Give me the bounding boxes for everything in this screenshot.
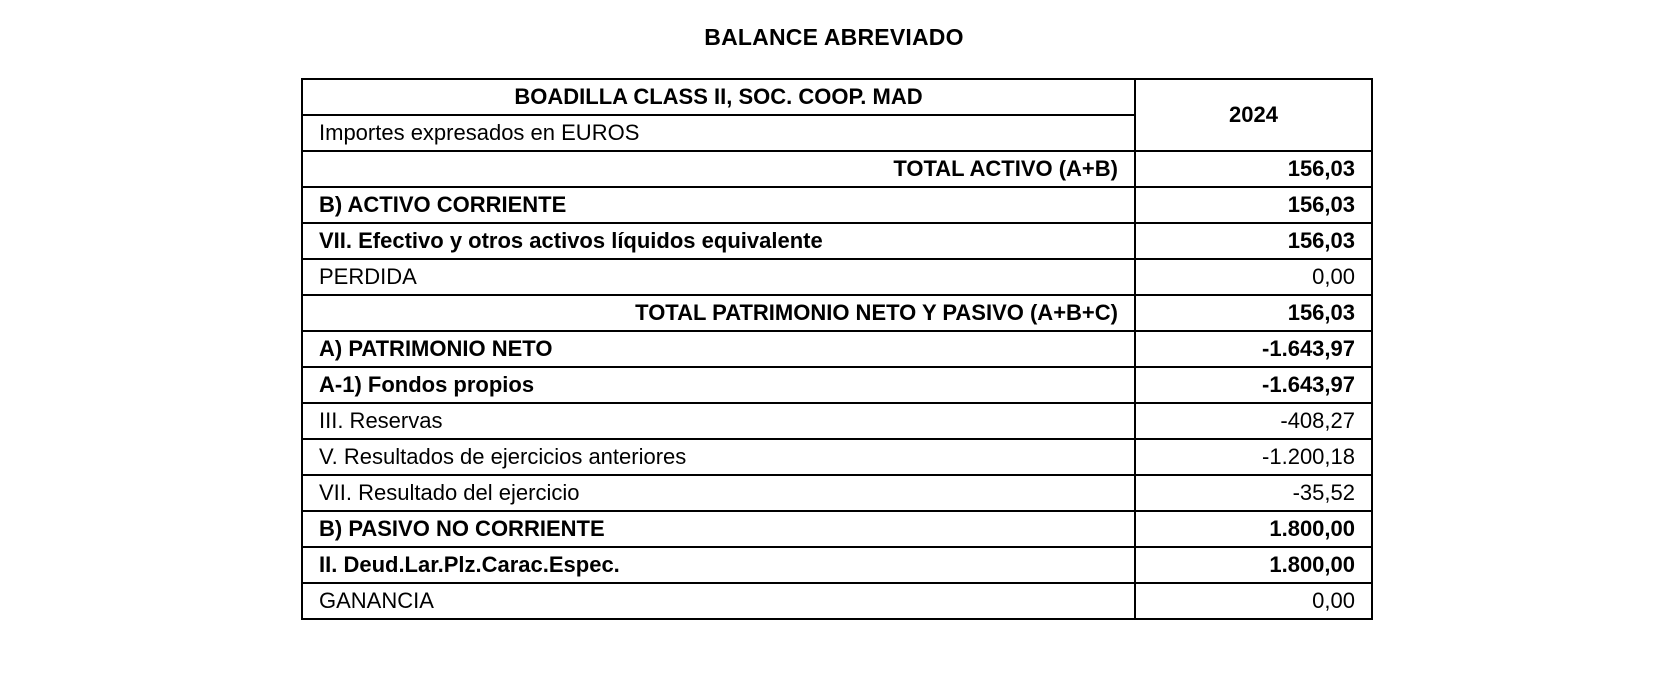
page-title: BALANCE ABREVIADO — [704, 24, 964, 50]
table-row — [302, 511, 1372, 547]
row-value: 156,03 — [1135, 295, 1372, 331]
row-value: 156,03 — [1135, 187, 1372, 223]
company-name: BOADILLA CLASS II, SOC. COOP. MAD — [302, 79, 1135, 115]
table-row — [302, 187, 1372, 223]
table-row — [302, 475, 1372, 511]
row-value: 156,03 — [1135, 151, 1372, 187]
balance-table — [301, 78, 1373, 620]
row-label: V. Resultados de ejercicios anteriores — [302, 439, 1135, 475]
row-label: B) ACTIVO CORRIENTE — [302, 187, 1135, 223]
row-value: -408,27 — [1135, 403, 1372, 439]
row-label: VII. Resultado del ejercicio — [302, 475, 1135, 511]
table-row — [302, 439, 1372, 475]
row-value: -1.200,18 — [1135, 439, 1372, 475]
row-label: A-1) Fondos propios — [302, 367, 1135, 403]
row-label: VII. Efectivo y otros activos líquidos equivalente — [302, 223, 1135, 259]
year-header: 2024 — [1135, 79, 1372, 151]
row-label: TOTAL ACTIVO (A+B) — [302, 151, 1135, 187]
table-row — [302, 583, 1372, 619]
row-label: III. Reservas — [302, 403, 1135, 439]
row-label: B) PASIVO NO CORRIENTE — [302, 511, 1135, 547]
table-row — [302, 367, 1372, 403]
row-value: 1.800,00 — [1135, 547, 1372, 583]
row-value: -1.643,97 — [1135, 331, 1372, 367]
table-row — [302, 295, 1372, 331]
table-row — [302, 547, 1372, 583]
row-value: -35,52 — [1135, 475, 1372, 511]
table-row — [302, 331, 1372, 367]
table-row — [302, 403, 1372, 439]
row-label: TOTAL PATRIMONIO NETO Y PASIVO (A+B+C) — [302, 295, 1135, 331]
row-value: 156,03 — [1135, 223, 1372, 259]
table-row — [302, 259, 1372, 295]
header-row-company — [302, 79, 1372, 115]
row-label: II. Deud.Lar.Plz.Carac.Espec. — [302, 547, 1135, 583]
row-label: PERDIDA — [302, 259, 1135, 295]
table-row — [302, 223, 1372, 259]
row-value: 0,00 — [1135, 259, 1372, 295]
row-value: 0,00 — [1135, 583, 1372, 619]
row-value: 1.800,00 — [1135, 511, 1372, 547]
row-value: -1.643,97 — [1135, 367, 1372, 403]
row-label: A) PATRIMONIO NETO — [302, 331, 1135, 367]
units-note: Importes expresados en EUROS — [302, 115, 1135, 151]
table-row — [302, 151, 1372, 187]
row-label: GANANCIA — [302, 583, 1135, 619]
